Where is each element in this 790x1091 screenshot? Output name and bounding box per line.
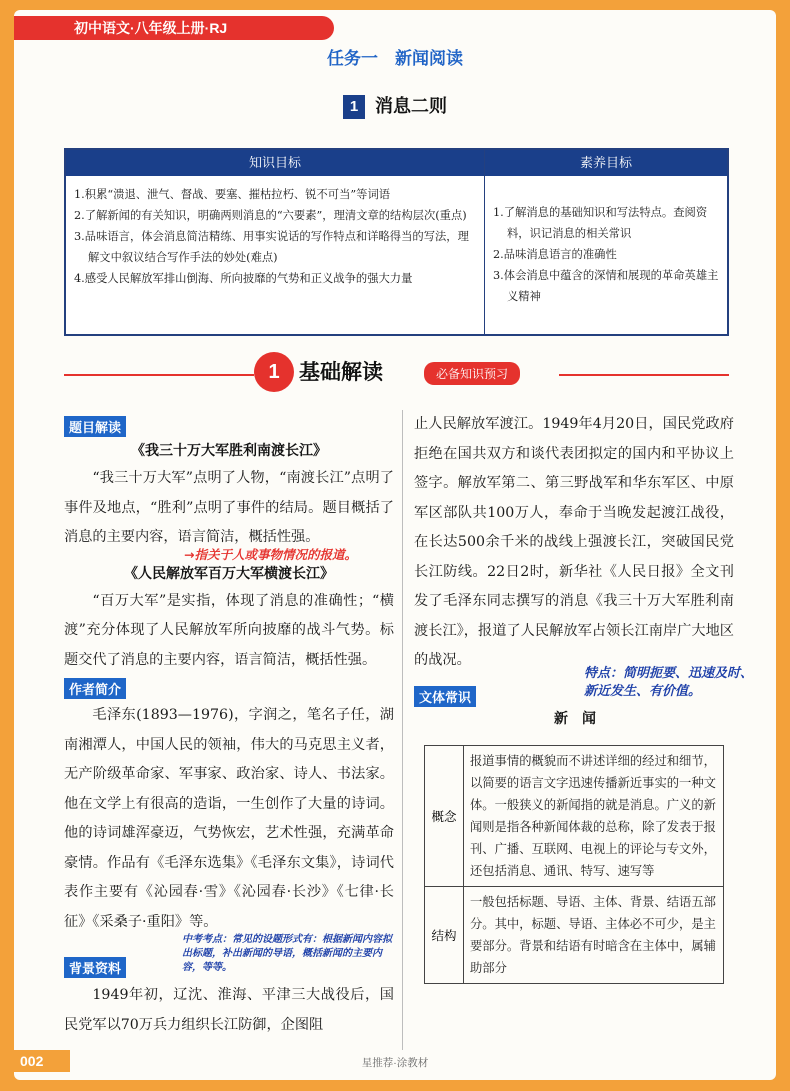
- section-number: 1: [254, 352, 294, 392]
- table-row: [425, 887, 723, 983]
- goals-table: [64, 148, 729, 336]
- handwritten-note-definition: →指关于人或事物情况的报道。: [184, 547, 357, 562]
- section-divider-left: [64, 374, 254, 376]
- handwritten-note-exam: 中考考点：常见的设题形式有：根据新闻内容拟出标题，补出新闻的导语，概括新闻的主要内容，等等。: [182, 934, 392, 973]
- knowledge-goals-header: 知识目标: [66, 150, 484, 176]
- section-divider-right: [559, 374, 729, 376]
- badge-title-analysis: 题目解读: [64, 416, 126, 437]
- title-analysis-2: “百万大军”是实指，体现了消息的准确性；“横渡”充分体现了人民解放军所向披靡的战斗气势。标题交代了消息的主要内容，语言简洁，概括性强。: [64, 592, 394, 668]
- knowledge-goals: [66, 150, 485, 334]
- badge-style: 文体常识: [414, 686, 476, 707]
- news-table: [424, 745, 724, 984]
- section-tag: 必备知识预习: [424, 362, 520, 385]
- page-number: 002: [14, 1050, 70, 1072]
- title-analysis-1: “我三十万大军”点明了人物，“南渡长江”点明了事件及地点，“胜利”点明了事件的结局。题目概括了消息的主要内容，语言简洁，概括性强。: [64, 470, 394, 545]
- book-header: 初中语文·八年级上册·RJ: [14, 16, 334, 40]
- background-continued: 止人民解放军渡江。1949年4月20日，国民党政府拒绝在国共双方和谈代表团拟定的国内和平协议上签字。解放军第二、第三野战军和华东军区、中原军区部队共100万人，奉命于当晚发起渡江战役，在长达500余千米的战线上强渡长江，突破国民党长江防线。22日2时，新华社《人民日报》全文刊发了毛泽东同志撰写的消息《我三十万大军胜利南渡长江》，报道了人民解放军占领长江南岸广大地区的战况。: [414, 416, 734, 668]
- row-label: 概念: [425, 746, 464, 886]
- news-heading: 新 闻: [554, 710, 596, 727]
- row-label: 结构: [425, 887, 464, 983]
- section-title: 基础解读: [299, 361, 383, 384]
- knowledge-goal: 1.积累“溃退、泄气、督战、要塞、摧枯拉朽、锐不可当”等词语: [74, 188, 391, 201]
- author-bio: 毛泽东(1893—1976)，字润之，笔名子任，湖南湘潭人，中国人民的领袖，伟大的马克思主义者，无产阶级革命家、军事家、政治家、诗人、书法家。他在文学上有很高的造诣，一生创作了大量的诗词。他的诗词雄浑豪迈，气势恢宏，艺术性强，充满革命豪情。作品有《毛泽东选集》《毛泽东文集》，诗词代表作主要有《沁园春·雪》《沁园春·长沙》《七律·长征》《采桑子·重阳》等。: [64, 707, 394, 930]
- literacy-goal: 1.了解消息的基础知识和写法特点。查阅资料，识记消息的相关常识: [493, 206, 708, 240]
- literacy-goals-header: 素养目标: [485, 150, 727, 176]
- badge-author: 作者简介: [64, 678, 126, 699]
- literacy-goal: 2.品味消息语言的准确性: [493, 248, 617, 261]
- column-separator: [402, 410, 403, 1050]
- row-value: 一般包括标题、导语、主体、背景、结语五部分。其中，标题、导语、主体必不可少，是主要部分。背景和结语有时暗含在主体中，属辅助部分: [470, 895, 716, 975]
- page: [14, 10, 776, 1080]
- lesson-heading: [14, 92, 776, 119]
- background-text: 1949年初，辽沈、淮海、平津三大战役后，国民党军以70万兵力组织长江防御，企图阻: [64, 987, 394, 1033]
- knowledge-goal: 4.感受人民解放军排山倒海、所向披靡的气势和正义战争的强大力量: [74, 272, 413, 285]
- footer-brand: 星推荐·涂教材: [361, 1057, 429, 1069]
- knowledge-goal: 2.了解新闻的有关知识，明确两则消息的“六要素”，理清文章的结构层次(重点): [74, 209, 467, 222]
- row-value: 报道事情的概貌而不讲述详细的经过和细节，以简要的语言文字迅速传播新近事实的一种文体。一般狭义的新闻指的就是消息。广义的新闻则是指各种新闻体裁的总称，除了发表于报刊、广播、互联网、电视上的评论与专文外，还包括消息、通讯、特写、速写等: [470, 754, 716, 878]
- literacy-goals: [485, 150, 727, 334]
- handwritten-note-features: 特点：简明扼要、迅速及时、新近发生、有价值。: [584, 666, 754, 699]
- lesson-number: 1: [343, 95, 365, 119]
- news-title-2: 《人民解放军百万大军横渡长江》: [124, 565, 334, 582]
- knowledge-goal: 3.品味语言，体会消息简洁精练、用事实说话的写作特点和详略得当的写法，理解文中叙议结合写作手法的妙处(难点): [74, 230, 469, 264]
- news-title-1: 《我三十万大军胜利南渡长江》: [131, 443, 327, 459]
- lesson-title: 消息二则: [375, 96, 447, 116]
- table-row: [425, 746, 723, 887]
- badge-background: 背景资料: [64, 957, 126, 978]
- task-title: 任务一 新闻阅读: [327, 49, 463, 68]
- literacy-goal: 3.体会消息中蕴含的深情和展现的革命英雄主义精神: [493, 269, 719, 303]
